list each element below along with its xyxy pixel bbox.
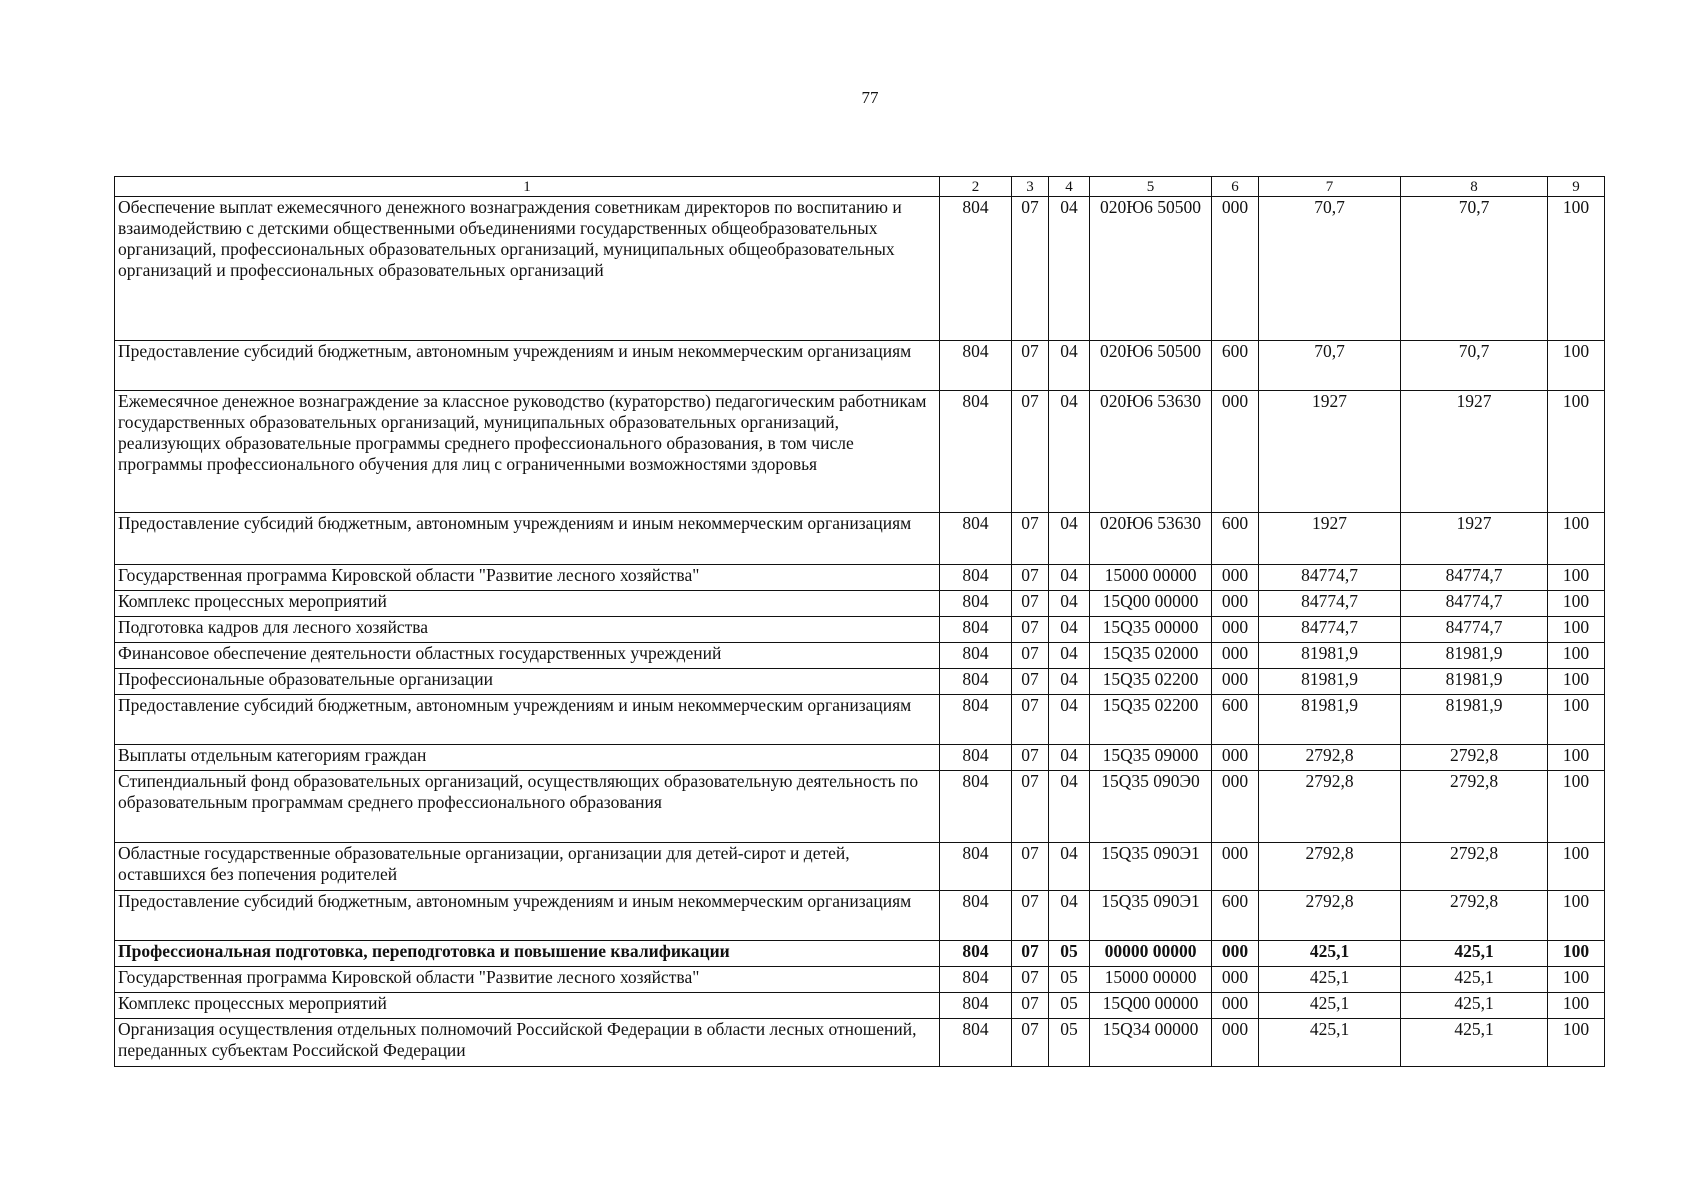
row-name-cell: Комплекс процессных мероприятий (115, 993, 940, 1019)
table-row (115, 967, 1605, 993)
subsection-cell: 04 (1049, 513, 1090, 565)
code-cell: 804 (940, 695, 1012, 745)
section-cell: 07 (1012, 197, 1049, 341)
row-name-cell: Областные государственные образовательные организации, организации для детей-сирот и детей, оставшихся без попечения родителей (115, 843, 940, 891)
expense-type-cell: 000 (1212, 669, 1259, 695)
percent-cell: 100 (1548, 993, 1605, 1019)
subsection-cell: 04 (1049, 391, 1090, 513)
table-row (115, 669, 1605, 695)
plan-amount-cell: 1927 (1259, 513, 1401, 565)
target-article-cell: 15000 00000 (1090, 967, 1212, 993)
percent-cell: 100 (1548, 941, 1605, 967)
actual-amount-cell: 84774,7 (1401, 565, 1548, 591)
target-article-cell: 15Q35 02200 (1090, 695, 1212, 745)
target-article-cell: 020Ю6 53630 (1090, 391, 1212, 513)
row-name-cell: Подготовка кадров для лесного хозяйства (115, 617, 940, 643)
code-cell: 804 (940, 341, 1012, 391)
plan-amount-cell: 70,7 (1259, 341, 1401, 391)
page-number: 77 (861, 88, 879, 107)
table-row (115, 695, 1605, 745)
table-row (115, 565, 1605, 591)
target-article-cell: 15Q35 090Э0 (1090, 771, 1212, 843)
percent-cell: 100 (1548, 771, 1605, 843)
actual-amount-cell: 2792,8 (1401, 745, 1548, 771)
plan-amount-cell: 2792,8 (1259, 771, 1401, 843)
code-cell: 804 (940, 771, 1012, 843)
table-header-row (115, 177, 1605, 197)
target-article-cell: 15Q35 09000 (1090, 745, 1212, 771)
column-header: 2 (940, 177, 1012, 197)
target-article-cell: 15000 00000 (1090, 565, 1212, 591)
percent-cell: 100 (1548, 341, 1605, 391)
target-article-cell: 00000 00000 (1090, 941, 1212, 967)
expense-type-cell: 000 (1212, 391, 1259, 513)
expense-type-cell: 000 (1212, 565, 1259, 591)
plan-amount-cell: 81981,9 (1259, 695, 1401, 745)
plan-amount-cell: 2792,8 (1259, 745, 1401, 771)
subsection-cell: 04 (1049, 617, 1090, 643)
plan-amount-cell: 425,1 (1259, 967, 1401, 993)
subsection-cell: 04 (1049, 591, 1090, 617)
actual-amount-cell: 81981,9 (1401, 669, 1548, 695)
expense-type-cell: 600 (1212, 891, 1259, 941)
percent-cell: 100 (1548, 391, 1605, 513)
code-cell: 804 (940, 565, 1012, 591)
target-article-cell: 15Q35 090Э1 (1090, 891, 1212, 941)
row-name-cell: Предоставление субсидий бюджетным, автономным учреждениям и иным некоммерческим организациям (115, 341, 940, 391)
table-row (115, 941, 1605, 967)
subsection-cell: 05 (1049, 1019, 1090, 1067)
code-cell: 804 (940, 993, 1012, 1019)
row-name-cell: Предоставление субсидий бюджетным, автономным учреждениям и иным некоммерческим организациям (115, 891, 940, 941)
row-name-cell: Ежемесячное денежное вознаграждение за классное руководство (кураторство) педагогическим работникам государственных образовательных организаций, муниципальных образовательных организаций, реализующих образовательные программы среднего профессионального образования, в том числе программы профессионального обучения для лиц с ограниченными возможностями здоровья (115, 391, 940, 513)
expense-type-cell: 000 (1212, 197, 1259, 341)
subsection-cell: 04 (1049, 843, 1090, 891)
section-cell: 07 (1012, 843, 1049, 891)
row-name-cell: Стипендиальный фонд образовательных организаций, осуществляющих образовательную деятельность по образовательным программам среднего профессионального образования (115, 771, 940, 843)
code-cell: 804 (940, 643, 1012, 669)
section-cell: 07 (1012, 967, 1049, 993)
code-cell: 804 (940, 617, 1012, 643)
actual-amount-cell: 425,1 (1401, 1019, 1548, 1067)
actual-amount-cell: 2792,8 (1401, 771, 1548, 843)
code-cell: 804 (940, 669, 1012, 695)
section-cell: 07 (1012, 941, 1049, 967)
target-article-cell: 15Q00 00000 (1090, 993, 1212, 1019)
budget-table (114, 176, 1605, 1067)
actual-amount-cell: 425,1 (1401, 967, 1548, 993)
subsection-cell: 04 (1049, 695, 1090, 745)
section-cell: 07 (1012, 745, 1049, 771)
table-row (115, 891, 1605, 941)
expense-type-cell: 000 (1212, 967, 1259, 993)
expense-type-cell: 000 (1212, 771, 1259, 843)
target-article-cell: 020Ю6 50500 (1090, 197, 1212, 341)
plan-amount-cell: 84774,7 (1259, 617, 1401, 643)
section-cell: 07 (1012, 341, 1049, 391)
subsection-cell: 04 (1049, 745, 1090, 771)
section-cell: 07 (1012, 771, 1049, 843)
subsection-cell: 05 (1049, 941, 1090, 967)
actual-amount-cell: 425,1 (1401, 941, 1548, 967)
column-header: 5 (1090, 177, 1212, 197)
section-cell: 07 (1012, 391, 1049, 513)
target-article-cell: 15Q35 00000 (1090, 617, 1212, 643)
percent-cell: 100 (1548, 617, 1605, 643)
table-row (115, 1019, 1605, 1067)
expense-type-cell: 600 (1212, 341, 1259, 391)
table-row (115, 643, 1605, 669)
code-cell: 804 (940, 391, 1012, 513)
section-cell: 07 (1012, 695, 1049, 745)
plan-amount-cell: 1927 (1259, 391, 1401, 513)
row-name-cell: Предоставление субсидий бюджетным, автономным учреждениям и иным некоммерческим организациям (115, 513, 940, 565)
percent-cell: 100 (1548, 513, 1605, 565)
row-name-cell: Государственная программа Кировской области "Развитие лесного хозяйства" (115, 967, 940, 993)
target-article-cell: 020Ю6 53630 (1090, 513, 1212, 565)
percent-cell: 100 (1548, 565, 1605, 591)
plan-amount-cell: 81981,9 (1259, 669, 1401, 695)
code-cell: 804 (940, 591, 1012, 617)
section-cell: 07 (1012, 513, 1049, 565)
percent-cell: 100 (1548, 669, 1605, 695)
row-name-cell: Обеспечение выплат ежемесячного денежного вознаграждения советникам директоров по воспитанию и взаимодействию с детскими общественными объединениями государственных общеобразовательных организаций, профессиональных образовательных организаций, муниципальных общеобразовательных организаций и профессиональных образовательных организаций (115, 197, 940, 341)
actual-amount-cell: 81981,9 (1401, 695, 1548, 745)
expense-type-cell: 000 (1212, 617, 1259, 643)
plan-amount-cell: 84774,7 (1259, 591, 1401, 617)
actual-amount-cell: 70,7 (1401, 341, 1548, 391)
table-row (115, 341, 1605, 391)
plan-amount-cell: 425,1 (1259, 993, 1401, 1019)
row-name-cell: Выплаты отдельным категориям граждан (115, 745, 940, 771)
code-cell: 804 (940, 197, 1012, 341)
percent-cell: 100 (1548, 843, 1605, 891)
target-article-cell: 15Q34 00000 (1090, 1019, 1212, 1067)
row-name-cell: Финансовое обеспечение деятельности областных государственных учреждений (115, 643, 940, 669)
code-cell: 804 (940, 967, 1012, 993)
column-header: 7 (1259, 177, 1401, 197)
code-cell: 804 (940, 1019, 1012, 1067)
actual-amount-cell: 425,1 (1401, 993, 1548, 1019)
plan-amount-cell: 70,7 (1259, 197, 1401, 341)
table-row (115, 843, 1605, 891)
table-row (115, 993, 1605, 1019)
percent-cell: 100 (1548, 643, 1605, 669)
actual-amount-cell: 84774,7 (1401, 617, 1548, 643)
table-row (115, 771, 1605, 843)
expense-type-cell: 600 (1212, 513, 1259, 565)
column-header: 6 (1212, 177, 1259, 197)
percent-cell: 100 (1548, 967, 1605, 993)
subsection-cell: 04 (1049, 565, 1090, 591)
actual-amount-cell: 70,7 (1401, 197, 1548, 341)
table-row (115, 391, 1605, 513)
table-row (115, 197, 1605, 341)
row-name-cell: Профессиональная подготовка, переподготовка и повышение квалификации (115, 941, 940, 967)
section-cell: 07 (1012, 669, 1049, 695)
plan-amount-cell: 81981,9 (1259, 643, 1401, 669)
code-cell: 804 (940, 843, 1012, 891)
subsection-cell: 04 (1049, 643, 1090, 669)
column-header: 9 (1548, 177, 1605, 197)
target-article-cell: 15Q35 02000 (1090, 643, 1212, 669)
row-name-cell: Государственная программа Кировской области "Развитие лесного хозяйства" (115, 565, 940, 591)
table-row (115, 513, 1605, 565)
column-header: 1 (115, 177, 940, 197)
plan-amount-cell: 2792,8 (1259, 843, 1401, 891)
column-header: 4 (1049, 177, 1090, 197)
table-body (115, 197, 1605, 1067)
target-article-cell: 020Ю6 50500 (1090, 341, 1212, 391)
actual-amount-cell: 2792,8 (1401, 891, 1548, 941)
actual-amount-cell: 1927 (1401, 391, 1548, 513)
section-cell: 07 (1012, 643, 1049, 669)
expense-type-cell: 000 (1212, 643, 1259, 669)
section-cell: 07 (1012, 565, 1049, 591)
expense-type-cell: 000 (1212, 993, 1259, 1019)
expense-type-cell: 000 (1212, 745, 1259, 771)
subsection-cell: 04 (1049, 771, 1090, 843)
target-article-cell: 15Q35 090Э1 (1090, 843, 1212, 891)
row-name-cell: Предоставление субсидий бюджетным, автономным учреждениям и иным некоммерческим организациям (115, 695, 940, 745)
subsection-cell: 05 (1049, 967, 1090, 993)
expense-type-cell: 000 (1212, 843, 1259, 891)
expense-type-cell: 600 (1212, 695, 1259, 745)
section-cell: 07 (1012, 993, 1049, 1019)
code-cell: 804 (940, 941, 1012, 967)
expense-type-cell: 000 (1212, 1019, 1259, 1067)
subsection-cell: 04 (1049, 669, 1090, 695)
actual-amount-cell: 1927 (1401, 513, 1548, 565)
code-cell: 804 (940, 513, 1012, 565)
expense-type-cell: 000 (1212, 591, 1259, 617)
plan-amount-cell: 84774,7 (1259, 565, 1401, 591)
percent-cell: 100 (1548, 1019, 1605, 1067)
expense-type-cell: 000 (1212, 941, 1259, 967)
percent-cell: 100 (1548, 745, 1605, 771)
section-cell: 07 (1012, 1019, 1049, 1067)
row-name-cell: Организация осуществления отдельных полномочий Российской Федерации в области лесных отношений, переданных субъектам Российской Федерации (115, 1019, 940, 1067)
section-cell: 07 (1012, 591, 1049, 617)
column-header: 3 (1012, 177, 1049, 197)
column-header: 8 (1401, 177, 1548, 197)
target-article-cell: 15Q35 02200 (1090, 669, 1212, 695)
subsection-cell: 04 (1049, 341, 1090, 391)
code-cell: 804 (940, 745, 1012, 771)
percent-cell: 100 (1548, 591, 1605, 617)
subsection-cell: 04 (1049, 891, 1090, 941)
table-row (115, 745, 1605, 771)
actual-amount-cell: 2792,8 (1401, 843, 1548, 891)
row-name-cell: Профессиональные образовательные организации (115, 669, 940, 695)
subsection-cell: 05 (1049, 993, 1090, 1019)
plan-amount-cell: 425,1 (1259, 941, 1401, 967)
actual-amount-cell: 81981,9 (1401, 643, 1548, 669)
subsection-cell: 04 (1049, 197, 1090, 341)
plan-amount-cell: 425,1 (1259, 1019, 1401, 1067)
row-name-cell: Комплекс процессных мероприятий (115, 591, 940, 617)
percent-cell: 100 (1548, 197, 1605, 341)
code-cell: 804 (940, 891, 1012, 941)
table-row (115, 617, 1605, 643)
percent-cell: 100 (1548, 695, 1605, 745)
table-row (115, 591, 1605, 617)
plan-amount-cell: 2792,8 (1259, 891, 1401, 941)
section-cell: 07 (1012, 891, 1049, 941)
percent-cell: 100 (1548, 891, 1605, 941)
target-article-cell: 15Q00 00000 (1090, 591, 1212, 617)
actual-amount-cell: 84774,7 (1401, 591, 1548, 617)
section-cell: 07 (1012, 617, 1049, 643)
